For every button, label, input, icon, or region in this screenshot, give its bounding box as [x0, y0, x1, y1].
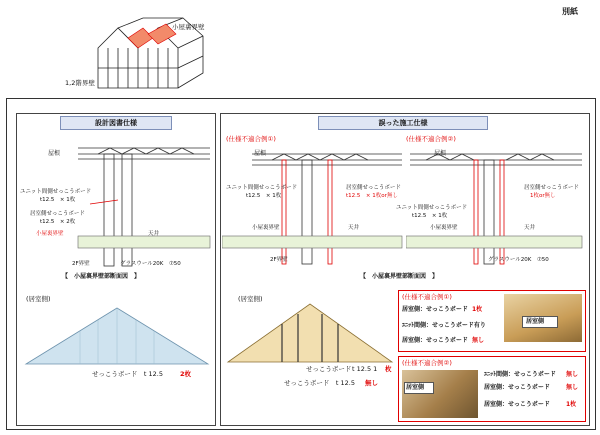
design-room-board-spec: t12.5 × 2枚: [40, 219, 76, 225]
case2-box-title: (仕様不適合例②): [402, 359, 452, 367]
case2-glasswool-label: グラスウール20K ⑦50: [488, 257, 549, 263]
wrong-board-t-qty: 枚: [385, 365, 392, 373]
design-ceiling-label: 天井: [148, 231, 160, 237]
case1-photo-label: 居室側: [526, 318, 545, 325]
case2-photo: [402, 370, 478, 418]
page-tag: 別紙: [562, 7, 578, 16]
case1-line3: 居室側：せっこうボード: [402, 337, 468, 344]
case1-room-board-label: 居室側せっこうボード: [346, 185, 401, 191]
case2-roof-label: 屋根: [434, 150, 447, 157]
case2-ceiling-label: 天井: [524, 225, 536, 231]
case1-unit-board-label: ユニット間側せっこうボード: [226, 185, 298, 191]
case1-unit-board-spec: t12.5 × 1枚: [246, 193, 282, 199]
case1-room-board-spec: t12.5 × 1枚or無し: [346, 193, 398, 199]
design-board-qty: 2枚: [180, 370, 192, 378]
case2-attic-wall-label: 小屋裏界壁: [430, 225, 458, 231]
key-plan-attic-label: 小屋裏界壁: [172, 23, 205, 31]
case1-line1-val: 1枚: [472, 306, 483, 313]
design-floor-wall-label: 2F界壁: [72, 261, 90, 267]
case2-room-board-label: 居室側せっこうボード: [524, 185, 579, 191]
wrong-board-label-1: せっこうボード: [306, 365, 352, 373]
design-section-drawing: [18, 140, 214, 268]
wrong-gable-drawing: [226, 300, 394, 366]
case2-unit-board-spec: t12.5 × 1枚: [412, 213, 448, 219]
case2-line3-val: 1枚: [566, 401, 577, 408]
wrong-room-side: (居室側): [238, 295, 263, 303]
case1-section-label: (仕様不適合例①): [226, 135, 276, 143]
case2-unit-board-label: ユニット間側せっこうボード: [396, 205, 468, 211]
design-attic-wall-label: 小屋裏界壁: [36, 231, 64, 237]
case1-box-title: (仕様不適合例①): [402, 293, 452, 301]
case1-line2: ﾕﾆｯﾄ間側：せっこうボード有り: [402, 322, 486, 329]
key-plan-diagram: [88, 8, 208, 98]
case2-line1: ﾕﾆｯﾄ間側：せっこうボード: [484, 371, 556, 378]
design-board-label: せっこうボード t 12.5: [92, 370, 163, 378]
design-spec-header: 設計図書仕様: [60, 116, 172, 130]
case2-photo-label: 居室側: [406, 384, 425, 391]
wrong-board-none: 無し: [365, 379, 378, 387]
case1-ceiling-label: 天井: [348, 225, 360, 231]
case1-floor-wall-label: 2F界壁: [270, 257, 288, 263]
case2-line2: 居室側：せっこうボード: [484, 384, 550, 391]
design-room-side: (居室側): [26, 295, 51, 303]
case1-roof-label: 屋根: [254, 150, 267, 157]
design-gable-drawing: [24, 304, 210, 368]
case1-line3-val: 無し: [472, 337, 485, 344]
design-caption: 【 小屋裏界壁部断面図 】: [62, 273, 141, 280]
case2-section-label: (仕様不適合例②): [406, 135, 456, 143]
case1-section-drawing: [222, 146, 406, 268]
wrong-board-label-2: せっこうボード t 12.5: [284, 379, 355, 387]
design-glasswool-label: グラスウール20K ⑦50: [120, 261, 181, 267]
design-roof-label: 屋根: [48, 150, 61, 157]
design-unit-board-spec: t12.5 × 1枚: [40, 197, 76, 203]
case2-line1-val: 無し: [566, 371, 579, 378]
case2-line2-val: 無し: [566, 384, 579, 391]
case2-line3: 居室側：せっこうボード: [484, 401, 550, 408]
design-room-board-label: 居室側せっこうボード: [30, 211, 85, 217]
case1-attic-wall-label: 小屋裏界壁: [252, 225, 280, 231]
wrong-caption: 【 小屋裏界壁部断面図 】: [360, 273, 439, 280]
wrong-spec-header: 誤った施工仕様: [318, 116, 488, 130]
case1-line1: 居室側：せっこうボード: [402, 306, 468, 313]
design-unit-board-label: ユニット間側せっこうボード: [20, 189, 92, 195]
wrong-board-t: t 12.5 1: [352, 365, 378, 373]
key-plan-floor-label: 1,2階界壁: [65, 79, 95, 87]
case2-room-board-spec: 1枚or無し: [530, 193, 556, 199]
